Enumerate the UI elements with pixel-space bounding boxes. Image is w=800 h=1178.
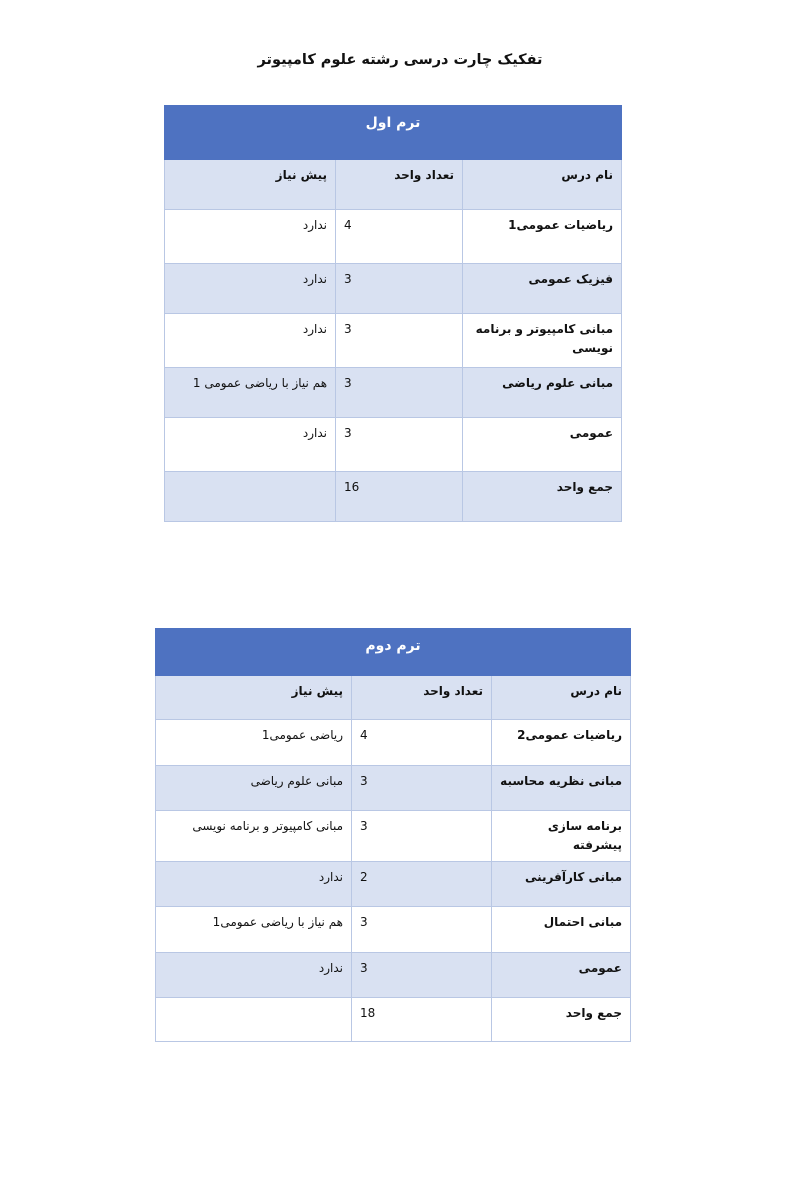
table-row xyxy=(156,811,631,862)
course-prereq: هم نیاز با ریاضی عمومی 1 xyxy=(165,368,336,418)
term2-col-prereq: پیش نیاز xyxy=(156,676,352,720)
table-row xyxy=(156,862,631,907)
table-row xyxy=(156,953,631,998)
table-row xyxy=(165,368,622,418)
course-units: 4 xyxy=(352,720,492,766)
course-prereq: ریاضی عمومی1 xyxy=(156,720,352,766)
course-units: 3 xyxy=(352,811,492,862)
course-prereq: ندارد xyxy=(165,264,336,314)
course-units: 4 xyxy=(336,210,463,264)
total-empty xyxy=(156,998,352,1042)
course-units: 3 xyxy=(352,766,492,811)
course-units: 3 xyxy=(352,907,492,953)
table-row xyxy=(156,766,631,811)
course-name: عمومی xyxy=(463,418,622,472)
course-units: 3 xyxy=(336,368,463,418)
course-name: عمومی xyxy=(492,953,631,998)
term2-col-units: تعداد واحد xyxy=(352,676,492,720)
term1-title: ترم اول xyxy=(165,106,622,160)
term1-col-course: نام درس xyxy=(463,160,622,210)
term1-table xyxy=(164,105,622,522)
course-prereq: ندارد xyxy=(165,210,336,264)
total-units: 18 xyxy=(352,998,492,1042)
total-units: 16 xyxy=(336,472,463,522)
course-name: مبانی نظریه محاسبه xyxy=(492,766,631,811)
table-row xyxy=(156,907,631,953)
course-name: مبانی کامپیوتر و برنامه نویسی xyxy=(463,314,622,368)
total-label: جمع واحد xyxy=(492,998,631,1042)
course-name: مبانی احتمال xyxy=(492,907,631,953)
course-units: 3 xyxy=(336,418,463,472)
course-prereq: ندارد xyxy=(156,862,352,907)
term2-title: ترم دوم xyxy=(156,629,631,676)
total-row xyxy=(165,472,622,522)
course-prereq: مبانی علوم ریاضی xyxy=(156,766,352,811)
course-name: ریاضیات عمومی2 xyxy=(492,720,631,766)
course-units: 3 xyxy=(352,953,492,998)
term1-col-prereq: پیش نیاز xyxy=(165,160,336,210)
course-name: ریاضیات عمومی1 xyxy=(463,210,622,264)
total-empty xyxy=(165,472,336,522)
term2-col-course: نام درس xyxy=(492,676,631,720)
course-units: 2 xyxy=(352,862,492,907)
course-name: فیزیک عمومی xyxy=(463,264,622,314)
term1-col-units: تعداد واحد xyxy=(336,160,463,210)
table-row xyxy=(156,720,631,766)
course-name: برنامه سازی پیشرفته xyxy=(492,811,631,862)
total-label: جمع واحد xyxy=(463,472,622,522)
table-row xyxy=(165,314,622,368)
table-row xyxy=(165,418,622,472)
total-row xyxy=(156,998,631,1042)
page-title: تفکیک چارت درسی رشته علوم کامپیوتر xyxy=(257,52,543,68)
course-units: 3 xyxy=(336,314,463,368)
course-name: مبانی کارآفرینی xyxy=(492,862,631,907)
course-prereq: ندارد xyxy=(165,314,336,368)
course-prereq: هم نیاز با ریاضی عمومی1 xyxy=(156,907,352,953)
course-prereq: ندارد xyxy=(156,953,352,998)
course-units: 3 xyxy=(336,264,463,314)
course-prereq: ندارد xyxy=(165,418,336,472)
term2-table xyxy=(155,628,631,1042)
course-prereq: مبانی کامپیوتر و برنامه نویسی xyxy=(156,811,352,862)
table-row xyxy=(165,210,622,264)
table-row xyxy=(165,264,622,314)
course-name: مبانی علوم ریاضی xyxy=(463,368,622,418)
